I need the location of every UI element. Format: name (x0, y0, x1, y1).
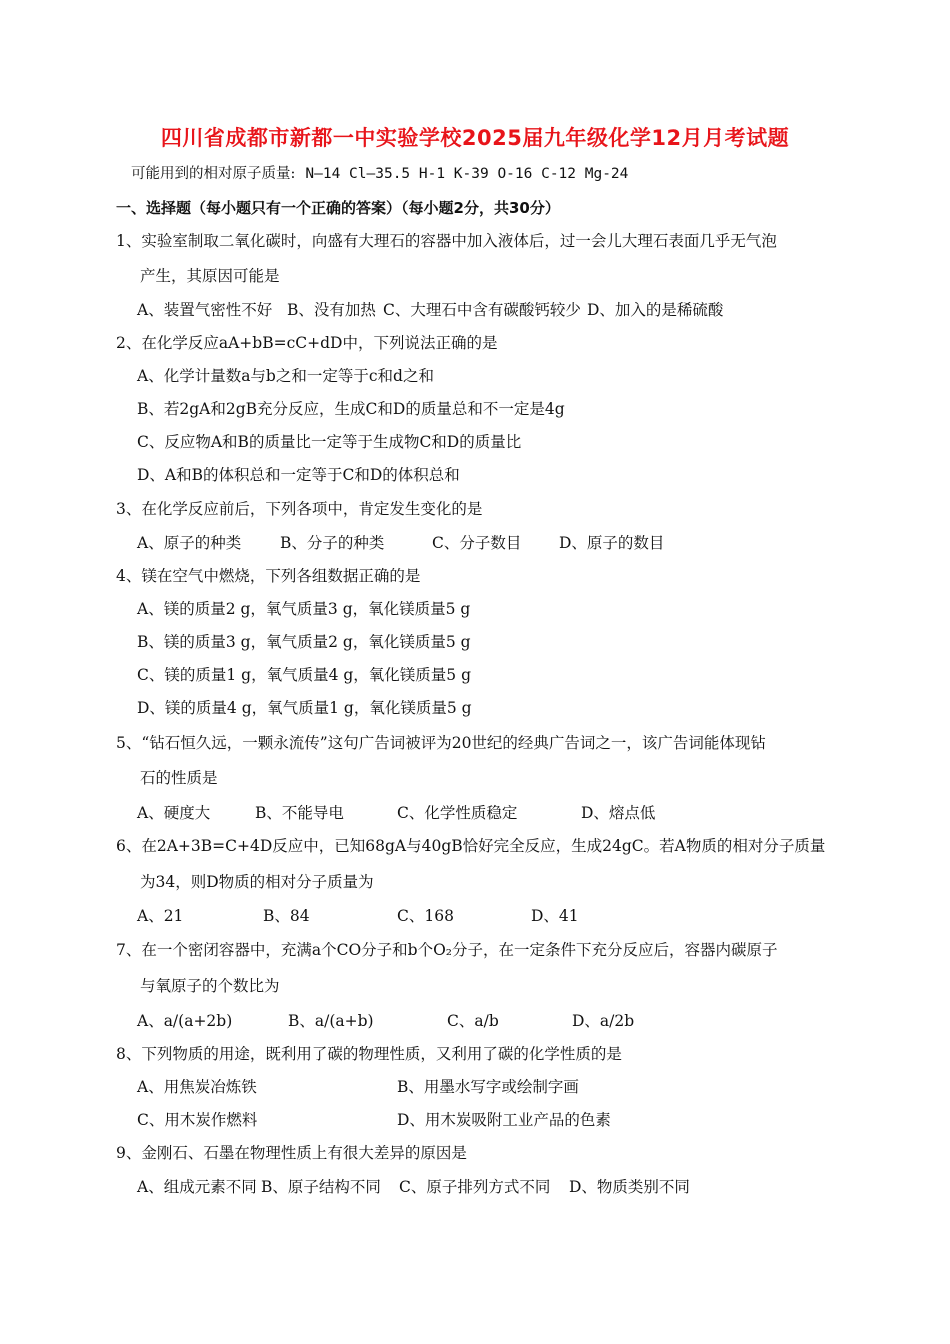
option-c: C、化学性质稳定 (397, 804, 518, 822)
option-a: A、装置气密性不好 (137, 301, 273, 319)
question-4-stem: 4、镁在空气中燃烧，下列各组数据正确的是 (116, 567, 421, 585)
option-d: D、加入的是稀硫酸 (587, 301, 724, 319)
option-d: D、用木炭吸附工业产品的色素 (397, 1111, 611, 1129)
question-4-option-d: D、镁的质量4 g，氧气质量1 g，氧化镁质量5 g (137, 699, 472, 717)
question-6-stem: 6、在2A+3B=C+4D反应中，已知68gA与40gB恰好完全反应，生成24gC。若A物质的相对分子质量 (116, 837, 826, 855)
option-b: B、84 (263, 907, 310, 925)
atomic-mass-line (131, 164, 628, 184)
option-b: B、没有加热 (287, 301, 376, 319)
option-c: C、分子数目 (432, 534, 522, 552)
option-c: C、原子排列方式不同 (399, 1178, 551, 1196)
question-8-stem: 8、下列物质的用途，既利用了碳的物理性质，又利用了碳的化学性质的是 (116, 1045, 622, 1063)
question-5-stem-cont: 石的性质是 (140, 769, 218, 787)
question-2-option-d: D、A和B的体积总和一定等于C和D的体积总和 (137, 466, 460, 484)
option-b: B、用墨水写字或绘制字画 (397, 1078, 579, 1096)
question-2-option-a: A、化学计量数a与b之和一定等于c和d之和 (137, 367, 434, 385)
question-1-stem: 1、实验室制取二氧化碳时，向盛有大理石的容器中加入液体后，过一会儿大理石表面几乎无气泡 (116, 232, 777, 250)
question-2-stem: 2、在化学反应aA+bB=cC+dD中，下列说法正确的是 (116, 334, 498, 352)
question-5-stem: 5、“钻石恒久远，一颗永流传”这句广告词被评为20世纪的经典广告词之一，该广告词能体现钻 (116, 734, 766, 752)
question-1-stem-cont: 产生，其原因可能是 (140, 267, 280, 285)
question-4-option-a: A、镁的质量2 g，氧气质量3 g，氧化镁质量5 g (137, 600, 471, 618)
question-6-stem-cont: 为34，则D物质的相对分子质量为 (140, 873, 374, 891)
section-heading: 一、选择题（每小题只有一个正确的答案）（每小题2分，共30分） (116, 199, 560, 217)
option-a: A、21 (137, 907, 184, 925)
option-a: A、组成元素不同 (137, 1178, 257, 1196)
option-d: D、41 (531, 907, 579, 925)
option-b: B、原子结构不同 (261, 1178, 381, 1196)
atomic-mass-label: 可能用到的相对原子质量: (131, 166, 296, 182)
option-d: D、原子的数目 (559, 534, 665, 552)
question-4-option-b: B、镁的质量3 g，氧气质量2 g，氧化镁质量5 g (137, 633, 471, 651)
option-c: C、用木炭作燃料 (137, 1111, 258, 1129)
question-3-stem: 3、在化学反应前后，下列各项中，肯定发生变化的是 (116, 500, 483, 518)
option-c: C、大理石中含有碳酸钙较少 (383, 301, 581, 319)
option-a: A、原子的种类 (137, 534, 242, 552)
question-7-stem: 7、在一个密闭容器中，充满a个CO分子和b个O₂分子，在一定条件下充分反应后，容器内碳原子 (116, 941, 778, 959)
atomic-mass-values: N—14 Cl—35.5 H-1 K-39 O-16 C-12 Mg-24 (305, 166, 629, 182)
question-7-stem-cont: 与氧原子的个数比为 (140, 977, 280, 995)
option-a: A、硬度大 (137, 804, 211, 822)
option-b: B、a/(a+b) (288, 1012, 374, 1030)
option-c: C、a/b (447, 1012, 499, 1030)
option-d: D、熔点低 (581, 804, 656, 822)
question-2-option-b: B、若2gA和2gB充分反应，生成C和D的质量总和不一定是4g (137, 400, 565, 418)
option-c: C、168 (397, 907, 454, 925)
option-b: B、分子的种类 (280, 534, 385, 552)
option-a: A、a/(a+2b) (137, 1012, 233, 1030)
option-d: D、物质类别不同 (569, 1178, 690, 1196)
question-4-option-c: C、镁的质量1 g，氧气质量4 g，氧化镁质量5 g (137, 666, 471, 684)
option-b: B、不能导电 (255, 804, 344, 822)
question-2-option-c: C、反应物A和B的质量比一定等于生成物C和D的质量比 (137, 433, 522, 451)
option-d: D、a/2b (572, 1012, 635, 1030)
option-a: A、用焦炭冶炼铁 (137, 1078, 257, 1096)
exam-title: 四川省成都市新都一中实验学校2025届九年级化学12月月考试题 (160, 126, 790, 150)
question-9-stem: 9、金刚石、石墨在物理性质上有很大差异的原因是 (116, 1144, 467, 1162)
